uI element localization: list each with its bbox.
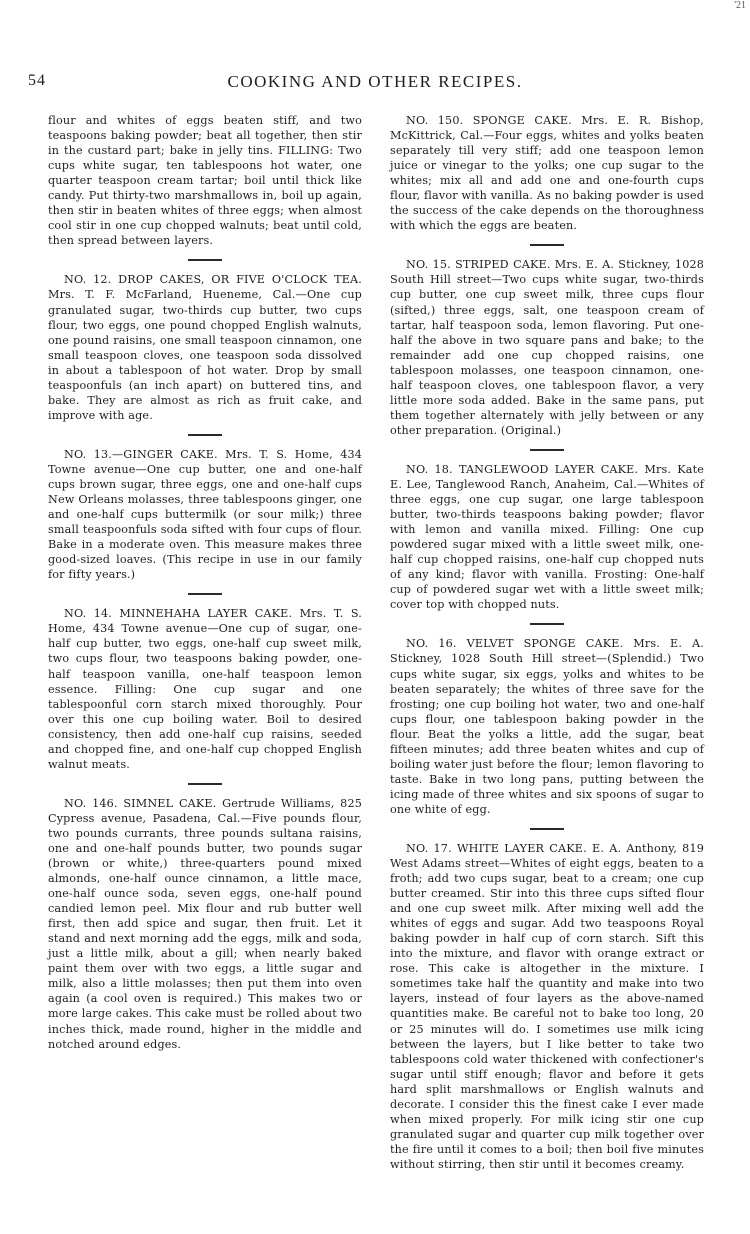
running-head-title: COOKING AND OTHER RECIPES. <box>227 72 523 91</box>
recipe-no-13 <box>48 447 362 582</box>
separator-rule <box>188 434 222 436</box>
recipe-text: NO. 15. STRIPED CAKE. Mrs. E. A. Stickney, 1028 South Hill street—Two cups white sugar, two-thirds cup butter, one cup sweet milk, three cups flour (sifted,) three eggs, salt, one teaspoon cream of tartar, half teaspoon soda, lemon flavoring. Put one-half the above in two square pans and bake; to the remainder add one cup chopped raisins, one tablespoon molasses, one teaspoon cinnamon, one-half teaspoon cloves, one tablespoon flavor, a very little more soda added. Bake in the same pans, put them together alternately with jelly between or any other preparation. (Original.) <box>390 258 704 437</box>
recipe-text: NO. 16. VELVET SPONGE CAKE. Mrs. E. A. Stickney, 1028 South Hill street—(Splendid.) Two cups white sugar, six eggs, yolks and whites to be beaten separately; the whites of three save for the frosting; one cup boiling hot water, two and one-half cups flour, one tablespoon baking powder in the flour. Beat the yolks a little, add the sugar, beat fifteen minutes; add three beaten whites and cup of boiling water just before the flour; lemon flavoring to taste. Bake in two long pans, putting between the icing made of three whites and six spoons of sugar to one white of egg. <box>390 637 704 816</box>
recipe-text: NO. 12. DROP CAKES, OR FIVE O'CLOCK TEA. Mrs. T. F. McFarland, Hueneme, Cal.—One cup granulated sugar, two-thirds cup butter, two cups flour, two eggs, one pound chopped English walnuts, one pound raisins, one small teaspoon cinnamon, one small teaspoon cloves, one teaspoon soda dissolved in about a tablespoon of hot water. Drop by small teaspoonfuls (an inch apart) on buttered tins, and bake. They are almost as rich as fruit cake, and improve with age. <box>48 273 362 422</box>
recipe-no-15 <box>390 257 704 438</box>
separator-rule <box>188 783 222 785</box>
recipe-text: NO. 14. MINNEHAHA LAYER CAKE. Mrs. T. S. Home, 434 Towne avenue—One cup of sugar, one-half cup butter, two eggs, one-half cup sweet milk, two cups flour, two teaspoons baking powder, one-half teaspoon vanilla, one-half teaspoon lemon essence. Filling: One cup sugar and one tablespoonful corn starch mixed thoroughly. Pour over this one cup boiling water. Boil to desired consistency, then add one-half cup raisins, seeded and chopped fine, and one-half cup chopped English walnut meats. <box>48 607 362 771</box>
corner-mark: '21 <box>734 0 746 11</box>
separator-rule <box>530 828 564 830</box>
right-column <box>390 113 704 1172</box>
page-number: 54 <box>28 72 46 89</box>
recipe-no-18 <box>390 462 704 612</box>
recipe-continuation-text: flour and whites of eggs beaten stiff, and two teaspoons baking powder; beat all together, then stir in the custard part; bake in jelly tins. FILLING: Two cups white sugar, ten tablespoons hot water, one quarter teaspoon cream tartar; boil until thick like candy. Put thirty-two marshmallows in, boil up again, then stir in beaten whites of three eggs; when almost cool stir in one cup chopped walnuts; beat until cold, then spread between layers. <box>48 114 362 248</box>
recipe-no-150 <box>390 113 704 233</box>
continued-recipe <box>48 113 362 248</box>
left-column <box>48 113 362 1052</box>
recipe-no-12 <box>48 272 362 422</box>
separator-rule <box>188 259 222 261</box>
recipe-no-17 <box>390 841 704 1172</box>
separator-rule <box>530 449 564 451</box>
separator-rule <box>188 593 222 595</box>
recipe-text: NO. 146. SIMNEL CAKE. Gertrude Williams, 825 Cypress avenue, Pasadena, Cal.—Five pounds flour, two pounds currants, three pounds sultana raisins, one and one-half pounds butter, two pounds sugar (brown or white,) three-quarters pound mixed almonds, one-half ounce cinnamon, a little mace, one-half ounce soda, seven eggs, one-half pound candied lemon peel. Mix flour and rub butter well first, then add spice and sugar, then fruit. Let it stand and next morning add the eggs, milk and soda, just a little milk, about a gill; when nearly baked paint them over with two eggs, a little sugar and milk, also a little molasses; then put them into oven again (a cool oven is required.) This makes two or more large cakes. This cake must be rolled about two inches thick, made round, higher in the middle and notched around edges. <box>48 796 362 1051</box>
separator-rule <box>530 623 564 625</box>
recipe-no-16 <box>390 636 704 817</box>
recipe-text: NO. 17. WHITE LAYER CAKE. E. A. Anthony, 819 West Adams street—Whites of eight eggs, beaten to a froth; add two cups sugar, beat to a cream; one cup butter creamed. Stir into this three cups sifted flour and one cup sweet milk. After mixing well add the whites of eggs and sugar. Add two teaspoons Royal baking powder in half cup of corn starch. Sift this into the mixture, and flavor with orange extract or rose. This cake is altogether in the mixture. I sometimes take half the quantity and make into two layers, instead of four layers as the above-named quantities make. Be careful not to bake too long, 20 or 25 minutes will do. I sometimes use milk icing between the layers, but I like better to take two tablespoons cold water thickened with confectioner's sugar until stiff enough; flavor and before it gets hard split marshmallows or English walnuts and decorate. I consider this the finest cake I ever made when mixed properly. For milk icing stir one cup granulated sugar and quarter cup milk together over the fire until it comes to a boil; then boil five minutes without stirring, then stir until it becomes creamy. <box>390 841 704 1171</box>
recipe-no-146 <box>48 796 362 1052</box>
recipe-text: NO. 13.—GINGER CAKE. Mrs. T. S. Home, 434 Towne avenue—One cup butter, one and one-half cups brown sugar, three eggs, one and one-half cups New Orleans molasses, three tablespoons ginger, one and one-half cups buttermilk (or sour milk;) three small teaspoonfuls soda sifted with four cups of flour. Bake in a moderate oven. This measure makes three good-sized loaves. (This recipe in use in our family for fifty years.) <box>48 447 362 582</box>
recipe-text: NO. 150. SPONGE CAKE. Mrs. E. R. Bishop, McKittrick, Cal.—Four eggs, whites and yolks beaten separately till very stiff; add one teaspoon lemon juice or vinegar to the yolks; one cup sugar to the whites; mix all and add one and one-fourth cups flour, flavor with vanilla. As no baking powder is used the success of the cake depends on the thoroughness with which the eggs are beaten. <box>390 114 704 233</box>
recipe-text: NO. 18. TANGLEWOOD LAYER CAKE. Mrs. Kate E. Lee, Tanglewood Ranch, Anaheim, Cal.—Whites of three eggs, one cup sugar, one large tablespoon butter, two-thirds teaspoons baking powder; flavor with lemon and vanilla mixed. Filling: One cup powdered sugar mixed with a little sweet milk, one-half cup chopped raisins, one-half cup chopped nuts of any kind; flavor with vanilla. Frosting: One-half cup of powdered sugar wet with a little sweet milk; cover top with chopped nuts. <box>390 462 704 612</box>
separator-rule <box>530 244 564 246</box>
recipe-no-14 <box>48 606 362 772</box>
